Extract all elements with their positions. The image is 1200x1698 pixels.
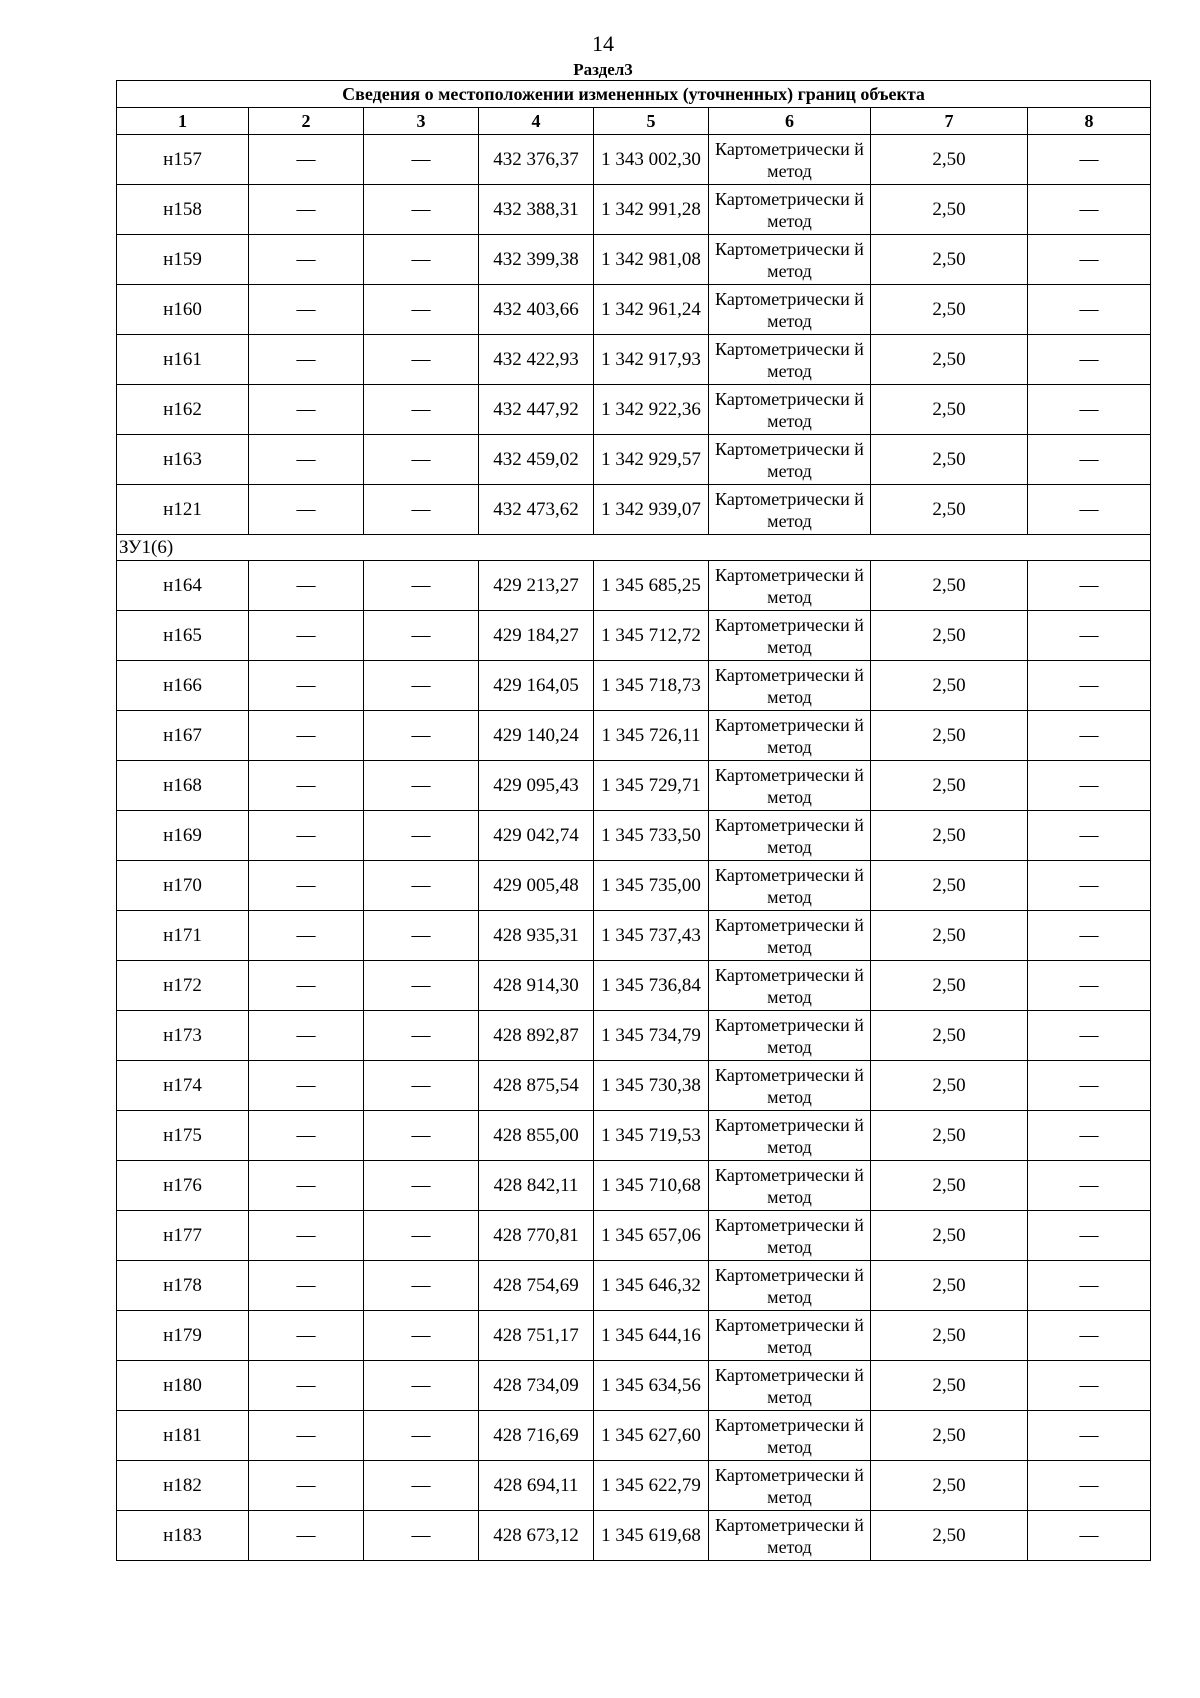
point-cell: н158 — [117, 185, 249, 235]
column-3-cell: — — [364, 611, 479, 661]
y-coordinate-cell: 1 342 981,08 — [594, 235, 709, 285]
x-coordinate-cell: 428 842,11 — [479, 1161, 594, 1211]
column-8-cell: — — [1028, 1461, 1151, 1511]
accuracy-cell: 2,50 — [871, 285, 1028, 335]
table-row — [117, 1461, 1151, 1511]
column-8-cell: — — [1028, 1011, 1151, 1061]
method-cell: Картометрически й метод — [709, 661, 871, 711]
method-cell: Картометрически й метод — [709, 961, 871, 1011]
method-cell: Картометрически й метод — [709, 561, 871, 611]
column-8-cell: — — [1028, 335, 1151, 385]
method-cell: Картометрически й метод — [709, 1161, 871, 1211]
table-row — [117, 1061, 1151, 1111]
method-cell: Картометрически й метод — [709, 1311, 871, 1361]
group-label: ЗУ1(6) — [117, 535, 1151, 561]
table-row — [117, 761, 1151, 811]
x-coordinate-cell: 432 399,38 — [479, 235, 594, 285]
table-row — [117, 861, 1151, 911]
y-coordinate-cell: 1 345 634,56 — [594, 1361, 709, 1411]
point-cell: н172 — [117, 961, 249, 1011]
table-row — [117, 561, 1151, 611]
column-3-cell: — — [364, 435, 479, 485]
x-coordinate-cell: 428 694,11 — [479, 1461, 594, 1511]
column-8-cell: — — [1028, 961, 1151, 1011]
accuracy-cell: 2,50 — [871, 135, 1028, 185]
method-cell: Картометрически й метод — [709, 861, 871, 911]
table-row — [117, 711, 1151, 761]
column-header: 7 — [871, 108, 1028, 135]
y-coordinate-cell: 1 345 627,60 — [594, 1411, 709, 1461]
column-3-cell: — — [364, 185, 479, 235]
method-cell: Картометрически й метод — [709, 1111, 871, 1161]
column-3-cell: — — [364, 761, 479, 811]
column-2-cell: — — [249, 761, 364, 811]
table-row — [117, 135, 1151, 185]
column-3-cell: — — [364, 661, 479, 711]
column-3-cell: — — [364, 1461, 479, 1511]
method-cell: Картометрически й метод — [709, 1011, 871, 1061]
table-row — [117, 661, 1151, 711]
x-coordinate-cell: 428 754,69 — [479, 1261, 594, 1311]
group-label-row — [117, 535, 1151, 561]
method-cell: Картометрически й метод — [709, 285, 871, 335]
point-cell: н177 — [117, 1211, 249, 1261]
column-8-cell: — — [1028, 861, 1151, 911]
x-coordinate-cell: 429 005,48 — [479, 861, 594, 911]
accuracy-cell: 2,50 — [871, 1261, 1028, 1311]
accuracy-cell: 2,50 — [871, 911, 1028, 961]
column-8-cell: — — [1028, 711, 1151, 761]
x-coordinate-cell: 432 459,02 — [479, 435, 594, 485]
column-8-cell: — — [1028, 561, 1151, 611]
method-cell: Картометрически й метод — [709, 1361, 871, 1411]
column-header: 2 — [249, 108, 364, 135]
x-coordinate-cell: 429 095,43 — [479, 761, 594, 811]
point-cell: н167 — [117, 711, 249, 761]
accuracy-cell: 2,50 — [871, 1111, 1028, 1161]
column-3-cell: — — [364, 135, 479, 185]
table-row — [117, 1411, 1151, 1461]
column-2-cell: — — [249, 1161, 364, 1211]
table-row — [117, 335, 1151, 385]
column-header: 5 — [594, 108, 709, 135]
accuracy-cell: 2,50 — [871, 611, 1028, 661]
x-coordinate-cell: 432 388,31 — [479, 185, 594, 235]
accuracy-cell: 2,50 — [871, 761, 1028, 811]
x-coordinate-cell: 429 184,27 — [479, 611, 594, 661]
column-3-cell: — — [364, 1061, 479, 1111]
x-coordinate-cell: 432 376,37 — [479, 135, 594, 185]
x-coordinate-cell: 428 716,69 — [479, 1411, 594, 1461]
column-8-cell: — — [1028, 435, 1151, 485]
column-3-cell: — — [364, 1511, 479, 1561]
table-row — [117, 1511, 1151, 1561]
table-row — [117, 811, 1151, 861]
column-8-cell: — — [1028, 911, 1151, 961]
point-cell: н170 — [117, 861, 249, 911]
accuracy-cell: 2,50 — [871, 811, 1028, 861]
column-2-cell: — — [249, 235, 364, 285]
column-header: 6 — [709, 108, 871, 135]
y-coordinate-cell: 1 343 002,30 — [594, 135, 709, 185]
point-cell: н171 — [117, 911, 249, 961]
x-coordinate-cell: 432 473,62 — [479, 485, 594, 535]
column-2-cell: — — [249, 911, 364, 961]
table-row — [117, 1111, 1151, 1161]
x-coordinate-cell: 432 422,93 — [479, 335, 594, 385]
accuracy-cell: 2,50 — [871, 235, 1028, 285]
accuracy-cell: 2,50 — [871, 385, 1028, 435]
column-8-cell: — — [1028, 1411, 1151, 1461]
column-2-cell: — — [249, 285, 364, 335]
x-coordinate-cell: 428 751,17 — [479, 1311, 594, 1361]
column-2-cell: — — [249, 135, 364, 185]
method-cell: Картометрически й метод — [709, 335, 871, 385]
column-3-cell: — — [364, 335, 479, 385]
column-3-cell: — — [364, 1111, 479, 1161]
method-cell: Картометрически й метод — [709, 611, 871, 661]
table-row — [117, 1311, 1151, 1361]
column-2-cell: — — [249, 1011, 364, 1061]
x-coordinate-cell: 428 770,81 — [479, 1211, 594, 1261]
table-row — [117, 911, 1151, 961]
table-row — [117, 485, 1151, 535]
y-coordinate-cell: 1 345 735,00 — [594, 861, 709, 911]
x-coordinate-cell: 428 855,00 — [479, 1111, 594, 1161]
column-8-cell: — — [1028, 1511, 1151, 1561]
method-cell: Картометрически й метод — [709, 1461, 871, 1511]
column-8-cell: — — [1028, 485, 1151, 535]
method-cell: Картометрически й метод — [709, 385, 871, 435]
x-coordinate-cell: 428 914,30 — [479, 961, 594, 1011]
x-coordinate-cell: 428 875,54 — [479, 1061, 594, 1111]
method-cell: Картометрически й метод — [709, 1211, 871, 1261]
y-coordinate-cell: 1 345 619,68 — [594, 1511, 709, 1561]
point-cell: н168 — [117, 761, 249, 811]
column-2-cell: — — [249, 1061, 364, 1111]
column-3-cell: — — [364, 711, 479, 761]
column-3-cell: — — [364, 961, 479, 1011]
method-cell: Картометрически й метод — [709, 1411, 871, 1461]
column-3-cell: — — [364, 485, 479, 535]
x-coordinate-cell: 429 042,74 — [479, 811, 594, 861]
table-row — [117, 1011, 1151, 1061]
point-cell: н179 — [117, 1311, 249, 1361]
column-header: 3 — [364, 108, 479, 135]
accuracy-cell: 2,50 — [871, 1011, 1028, 1061]
column-8-cell: — — [1028, 1061, 1151, 1111]
method-cell: Картометрически й метод — [709, 435, 871, 485]
point-cell: н157 — [117, 135, 249, 185]
column-3-cell: — — [364, 1211, 479, 1261]
y-coordinate-cell: 1 345 712,72 — [594, 611, 709, 661]
point-cell: н161 — [117, 335, 249, 385]
method-cell: Картометрически й метод — [709, 235, 871, 285]
boundary-points-table — [116, 80, 1151, 1561]
column-2-cell: — — [249, 1411, 364, 1461]
point-cell: н166 — [117, 661, 249, 711]
point-cell: н178 — [117, 1261, 249, 1311]
x-coordinate-cell: 432 447,92 — [479, 385, 594, 435]
column-2-cell: — — [249, 1211, 364, 1261]
method-cell: Картометрически й метод — [709, 911, 871, 961]
accuracy-cell: 2,50 — [871, 1361, 1028, 1411]
accuracy-cell: 2,50 — [871, 1061, 1028, 1111]
y-coordinate-cell: 1 345 644,16 — [594, 1311, 709, 1361]
column-8-cell: — — [1028, 1211, 1151, 1261]
table-row — [117, 1211, 1151, 1261]
column-3-cell: — — [364, 1311, 479, 1361]
accuracy-cell: 2,50 — [871, 1161, 1028, 1211]
table-row — [117, 1261, 1151, 1311]
method-cell: Картометрически й метод — [709, 135, 871, 185]
column-header-row — [117, 108, 1151, 135]
column-3-cell: — — [364, 1261, 479, 1311]
y-coordinate-cell: 1 342 991,28 — [594, 185, 709, 235]
method-cell: Картометрически й метод — [709, 711, 871, 761]
column-2-cell: — — [249, 861, 364, 911]
accuracy-cell: 2,50 — [871, 485, 1028, 535]
column-header: 1 — [117, 108, 249, 135]
section-title: Раздел3 — [573, 60, 633, 79]
y-coordinate-cell: 1 345 622,79 — [594, 1461, 709, 1511]
table-row — [117, 435, 1151, 485]
x-coordinate-cell: 429 213,27 — [479, 561, 594, 611]
point-cell: н159 — [117, 235, 249, 285]
point-cell: н180 — [117, 1361, 249, 1411]
point-cell: н173 — [117, 1011, 249, 1061]
column-8-cell: — — [1028, 661, 1151, 711]
y-coordinate-cell: 1 345 737,43 — [594, 911, 709, 961]
method-cell: Картометрически й метод — [709, 485, 871, 535]
column-8-cell: — — [1028, 135, 1151, 185]
y-coordinate-cell: 1 342 939,07 — [594, 485, 709, 535]
accuracy-cell: 2,50 — [871, 1461, 1028, 1511]
column-8-cell: — — [1028, 1261, 1151, 1311]
column-8-cell: — — [1028, 235, 1151, 285]
column-2-cell: — — [249, 811, 364, 861]
accuracy-cell: 2,50 — [871, 961, 1028, 1011]
y-coordinate-cell: 1 342 961,24 — [594, 285, 709, 335]
point-cell: н183 — [117, 1511, 249, 1561]
method-cell: Картометрически й метод — [709, 1511, 871, 1561]
table-row — [117, 1361, 1151, 1411]
column-8-cell: — — [1028, 185, 1151, 235]
method-cell: Картометрически й метод — [709, 811, 871, 861]
x-coordinate-cell: 428 935,31 — [479, 911, 594, 961]
point-cell: н174 — [117, 1061, 249, 1111]
column-header: 8 — [1028, 108, 1151, 135]
x-coordinate-cell: 429 140,24 — [479, 711, 594, 761]
column-3-cell: — — [364, 911, 479, 961]
y-coordinate-cell: 1 345 730,38 — [594, 1061, 709, 1111]
column-2-cell: — — [249, 1361, 364, 1411]
y-coordinate-cell: 1 345 736,84 — [594, 961, 709, 1011]
y-coordinate-cell: 1 345 719,53 — [594, 1111, 709, 1161]
accuracy-cell: 2,50 — [871, 861, 1028, 911]
accuracy-cell: 2,50 — [871, 1311, 1028, 1361]
column-2-cell: — — [249, 1511, 364, 1561]
table-row — [117, 385, 1151, 435]
table-caption: Сведения о местоположении измененных (уточненных) границ объекта — [117, 81, 1151, 108]
column-8-cell: — — [1028, 611, 1151, 661]
column-8-cell: — — [1028, 1161, 1151, 1211]
method-cell: Картометрически й метод — [709, 1061, 871, 1111]
y-coordinate-cell: 1 342 917,93 — [594, 335, 709, 385]
column-3-cell: — — [364, 1161, 479, 1211]
accuracy-cell: 2,50 — [871, 185, 1028, 235]
column-8-cell: — — [1028, 811, 1151, 861]
table-row — [117, 1161, 1151, 1211]
y-coordinate-cell: 1 345 710,68 — [594, 1161, 709, 1211]
x-coordinate-cell: 428 892,87 — [479, 1011, 594, 1061]
column-2-cell: — — [249, 1311, 364, 1361]
y-coordinate-cell: 1 345 734,79 — [594, 1011, 709, 1061]
table-row — [117, 185, 1151, 235]
accuracy-cell: 2,50 — [871, 435, 1028, 485]
column-3-cell: — — [364, 561, 479, 611]
accuracy-cell: 2,50 — [871, 1211, 1028, 1261]
y-coordinate-cell: 1 345 685,25 — [594, 561, 709, 611]
point-cell: н175 — [117, 1111, 249, 1161]
y-coordinate-cell: 1 342 929,57 — [594, 435, 709, 485]
point-cell: н121 — [117, 485, 249, 535]
method-cell: Картометрически й метод — [709, 1261, 871, 1311]
y-coordinate-cell: 1 345 733,50 — [594, 811, 709, 861]
accuracy-cell: 2,50 — [871, 661, 1028, 711]
column-8-cell: — — [1028, 385, 1151, 435]
table-row — [117, 285, 1151, 335]
point-cell: н165 — [117, 611, 249, 661]
column-3-cell: — — [364, 811, 479, 861]
accuracy-cell: 2,50 — [871, 711, 1028, 761]
point-cell: н160 — [117, 285, 249, 335]
accuracy-cell: 2,50 — [871, 335, 1028, 385]
page-number: 14 — [592, 31, 614, 56]
column-3-cell: — — [364, 1411, 479, 1461]
column-header: 4 — [479, 108, 594, 135]
point-cell: н176 — [117, 1161, 249, 1211]
column-2-cell: — — [249, 561, 364, 611]
column-3-cell: — — [364, 861, 479, 911]
column-3-cell: — — [364, 285, 479, 335]
column-3-cell: — — [364, 385, 479, 435]
point-cell: н163 — [117, 435, 249, 485]
x-coordinate-cell: 432 403,66 — [479, 285, 594, 335]
y-coordinate-cell: 1 342 922,36 — [594, 385, 709, 435]
x-coordinate-cell: 428 673,12 — [479, 1511, 594, 1561]
column-8-cell: — — [1028, 285, 1151, 335]
column-2-cell: — — [249, 611, 364, 661]
column-2-cell: — — [249, 711, 364, 761]
method-cell: Картометрически й метод — [709, 185, 871, 235]
x-coordinate-cell: 428 734,09 — [479, 1361, 594, 1411]
point-cell: н164 — [117, 561, 249, 611]
column-2-cell: — — [249, 1461, 364, 1511]
column-2-cell: — — [249, 1111, 364, 1161]
y-coordinate-cell: 1 345 646,32 — [594, 1261, 709, 1311]
column-8-cell: — — [1028, 1111, 1151, 1161]
accuracy-cell: 2,50 — [871, 1511, 1028, 1561]
point-cell: н162 — [117, 385, 249, 435]
y-coordinate-cell: 1 345 657,06 — [594, 1211, 709, 1261]
column-3-cell: — — [364, 1361, 479, 1411]
column-3-cell: — — [364, 1011, 479, 1061]
point-cell: н181 — [117, 1411, 249, 1461]
method-cell: Картометрически й метод — [709, 761, 871, 811]
column-2-cell: — — [249, 435, 364, 485]
accuracy-cell: 2,50 — [871, 561, 1028, 611]
accuracy-cell: 2,50 — [871, 1411, 1028, 1461]
point-cell: н169 — [117, 811, 249, 861]
column-8-cell: — — [1028, 1361, 1151, 1411]
column-2-cell: — — [249, 485, 364, 535]
column-8-cell: — — [1028, 761, 1151, 811]
column-2-cell: — — [249, 185, 364, 235]
column-2-cell: — — [249, 961, 364, 1011]
x-coordinate-cell: 429 164,05 — [479, 661, 594, 711]
point-cell: н182 — [117, 1461, 249, 1511]
column-2-cell: — — [249, 335, 364, 385]
y-coordinate-cell: 1 345 729,71 — [594, 761, 709, 811]
y-coordinate-cell: 1 345 726,11 — [594, 711, 709, 761]
table-row — [117, 611, 1151, 661]
column-2-cell: — — [249, 1261, 364, 1311]
table-row — [117, 235, 1151, 285]
table-row — [117, 961, 1151, 1011]
y-coordinate-cell: 1 345 718,73 — [594, 661, 709, 711]
column-2-cell: — — [249, 661, 364, 711]
column-2-cell: — — [249, 385, 364, 435]
column-3-cell: — — [364, 235, 479, 285]
column-8-cell: — — [1028, 1311, 1151, 1361]
